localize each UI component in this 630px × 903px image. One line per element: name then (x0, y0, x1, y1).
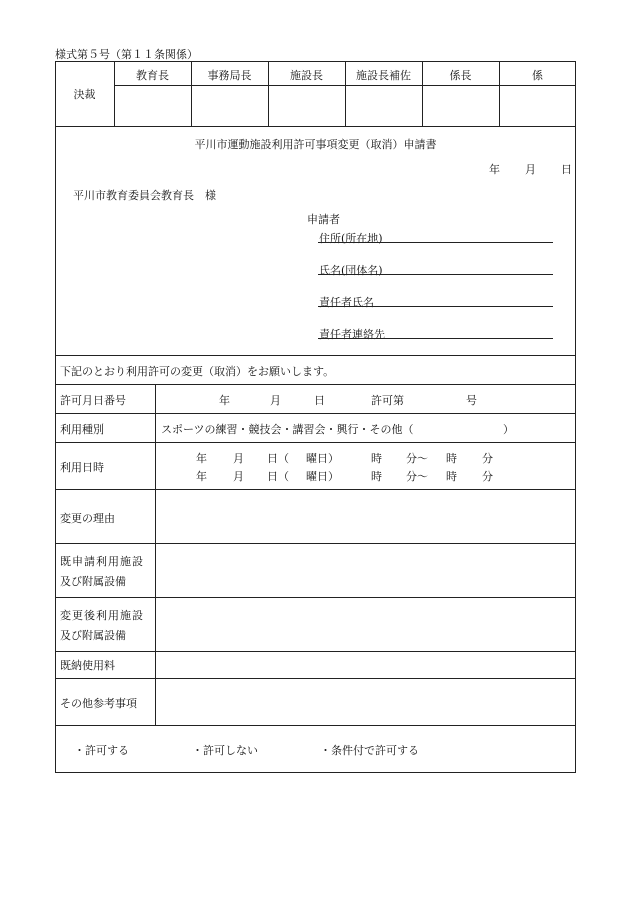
usage-from-minute-2: 分～ (406, 470, 428, 483)
applicant-name-label: 氏名(団体名) (319, 264, 383, 277)
permit-date-number-label: 許可月日番号 (60, 394, 126, 407)
applicant-contact-field[interactable] (318, 338, 553, 339)
usage-from-day: 日（ (267, 452, 289, 465)
approval-col-facility-chief: 施設長 (290, 69, 323, 82)
applicant-name-field[interactable] (318, 274, 553, 275)
approval-stamp-facility-chief[interactable] (269, 86, 344, 126)
decision-conditional[interactable]: ・条件付で許可する (320, 744, 419, 757)
decision-approve[interactable]: ・許可する (74, 744, 129, 757)
other-notes-label: その他参考事項 (60, 697, 137, 710)
approval-stamp-superintendent[interactable] (115, 86, 190, 126)
approval-col-staff: 係 (532, 69, 543, 82)
approval-stamp-facility-deputy[interactable] (346, 86, 421, 126)
usage-type-options[interactable]: スポーツの練習・競技会・講習会・興行・その他（ (161, 423, 414, 436)
approval-col-section-chief: 係長 (449, 69, 472, 82)
approval-col-secretariat-chief: 事務局長 (207, 69, 252, 82)
form-title: 平川市運動施設利用許可事項変更（取消）申請書 (194, 138, 437, 151)
usage-from-minute: 分～ (406, 452, 428, 465)
applicant-responsible-field[interactable] (318, 306, 553, 307)
usage-from-month: 月 (233, 452, 244, 465)
date-month: 月 (525, 163, 536, 176)
usage-to-hour-2: 時 (446, 470, 457, 483)
usage-from-month-2: 月 (233, 470, 244, 483)
usage-from-weekday: 曜日） (306, 452, 339, 465)
request-text: 下記のとおり利用許可の変更（取消）をお願いします。 (60, 365, 335, 378)
applicant-address-label: 住所(所在地) (319, 232, 383, 245)
applicant-heading: 申請者 (307, 213, 340, 226)
change-reason-label: 変更の理由 (60, 512, 115, 525)
usage-from-year: 年 (196, 452, 207, 465)
permit-month-unit: 月 (270, 394, 281, 407)
change-reason-field[interactable] (156, 490, 575, 542)
date-year: 年 (489, 163, 500, 176)
existing-facility-field[interactable] (156, 544, 575, 596)
approval-col-facility-deputy: 施設長補佐 (356, 69, 411, 82)
usage-to-minute-2: 分 (482, 470, 493, 483)
usage-from-day-2: 日（ (267, 470, 289, 483)
date-day: 日 (561, 163, 572, 176)
paid-fee-field[interactable] (156, 652, 575, 677)
applicant-address-field[interactable] (318, 242, 553, 243)
new-facility-label-1: 変更後利用施設 (60, 609, 144, 622)
usage-to-hour: 時 (446, 452, 457, 465)
permit-year-unit: 年 (219, 394, 230, 407)
existing-facility-label-1: 既申請利用施設 (60, 555, 144, 568)
approval-stamp-staff[interactable] (500, 86, 575, 126)
paid-fee-label: 既納使用料 (60, 659, 115, 672)
usage-datetime-label: 利用日時 (60, 461, 104, 474)
new-facility-field[interactable] (156, 598, 575, 650)
new-facility-label-2: 及び附属設備 (60, 629, 126, 642)
permit-number-prefix: 許可第 (371, 394, 404, 407)
approval-stamp-secretariat-chief[interactable] (192, 86, 267, 126)
permit-number-suffix: 号 (466, 394, 477, 407)
usage-from-year-2: 年 (196, 470, 207, 483)
form-number: 様式第５号（第１１条関係） (55, 48, 198, 61)
permit-day-unit: 日 (314, 394, 325, 407)
usage-from-weekday-2: 曜日） (306, 470, 339, 483)
decision-reject[interactable]: ・許可しない (192, 744, 258, 757)
approval-label: 決裁 (73, 88, 96, 101)
other-notes-field[interactable] (156, 679, 575, 724)
existing-facility-label-2: 及び附属設備 (60, 575, 126, 588)
usage-type-label: 利用種別 (60, 423, 104, 436)
addressee: 平川市教育委員会教育長 様 (73, 189, 216, 202)
approval-stamp-section-chief[interactable] (423, 86, 498, 126)
usage-from-hour: 時 (371, 452, 382, 465)
usage-type-close: ） (503, 423, 514, 436)
usage-to-minute: 分 (482, 452, 493, 465)
usage-from-hour-2: 時 (371, 470, 382, 483)
applicant-responsible-label: 責任者氏名 (319, 296, 374, 309)
approval-col-superintendent: 教育長 (136, 69, 169, 82)
applicant-contact-label: 責任者連絡先 (319, 328, 385, 341)
